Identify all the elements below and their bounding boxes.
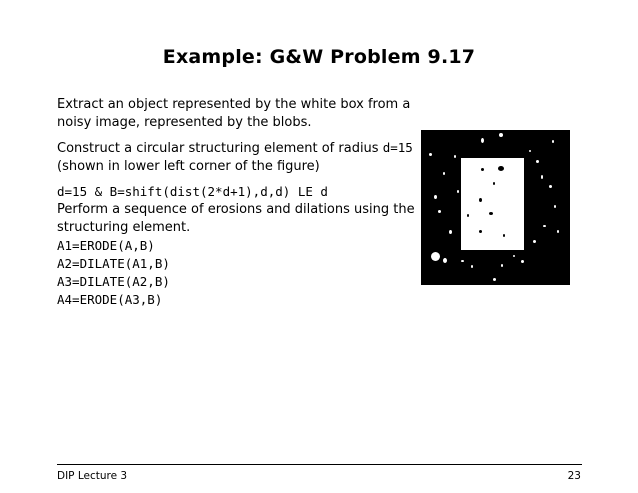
intro-line-2: noisy image, represented by the blobs.	[57, 115, 312, 130]
noise-blob	[557, 230, 559, 233]
noise-blob	[536, 160, 539, 163]
noise-blob	[461, 260, 464, 262]
white-box	[461, 158, 524, 250]
construct-line-2: (shown in lower left corner of the figure)	[57, 159, 320, 174]
noise-blob	[467, 214, 469, 217]
footer-divider	[57, 464, 582, 465]
noise-blob	[481, 138, 484, 143]
step-line: A1=ERODE(A,B)	[57, 238, 155, 253]
footer-page-number: 23	[567, 470, 581, 482]
noise-blob	[479, 198, 482, 202]
noise-blob	[554, 205, 556, 208]
step-line: A2=DILATE(A1,B)	[57, 256, 170, 271]
step-line: A4=ERODE(A3,B)	[57, 292, 163, 307]
noise-blob	[552, 140, 554, 143]
noise-blob	[533, 240, 536, 243]
procedure-block	[57, 183, 415, 309]
noise-blob	[481, 168, 484, 171]
perform-line-2: structuring element.	[57, 220, 191, 235]
perform-line-1: Perform a sequence of erosions and dilations using the	[57, 202, 415, 217]
noisy-box-image	[421, 130, 570, 285]
intro-paragraph	[57, 96, 411, 132]
noise-blob	[479, 230, 482, 233]
slide-title: Example: G&W Problem 9.17	[162, 46, 476, 68]
noise-blob	[541, 175, 543, 179]
code-line: d=15 & B=shift(dist(2*d+1),d,d) LE d	[57, 184, 328, 199]
noise-blob	[499, 133, 503, 137]
noise-blob	[521, 260, 524, 263]
construct-prefix: Construct a circular structuring element of radius	[57, 141, 383, 156]
noise-blob	[503, 234, 505, 237]
noise-blob	[454, 155, 456, 158]
noise-blob	[498, 166, 504, 171]
slide-body	[57, 96, 415, 309]
construct-code: d=15	[382, 140, 413, 155]
noise-blob	[449, 230, 452, 234]
noise-blob	[543, 225, 546, 227]
noise-blob	[429, 153, 432, 156]
noise-blob	[434, 195, 437, 199]
step-line: A3=DILATE(A2,B)	[57, 274, 170, 289]
noise-blob	[457, 190, 459, 193]
noise-blob	[443, 172, 445, 175]
noise-blob	[529, 150, 531, 152]
noise-blob	[493, 278, 496, 281]
footer-lecture: DIP Lecture 3	[57, 470, 128, 482]
construct-paragraph	[57, 139, 413, 176]
noise-blob	[513, 255, 515, 257]
noise-blob	[471, 265, 473, 268]
noise-blob	[501, 264, 503, 267]
noise-blob	[431, 252, 440, 261]
construct-line-1	[57, 139, 413, 158]
intro-line-1: Extract an object represented by the white box from a	[57, 97, 411, 112]
noise-blob	[549, 185, 552, 188]
noise-blob	[443, 258, 447, 263]
noise-blob	[489, 212, 493, 215]
noise-blob	[438, 210, 441, 213]
noise-blob	[493, 182, 495, 185]
